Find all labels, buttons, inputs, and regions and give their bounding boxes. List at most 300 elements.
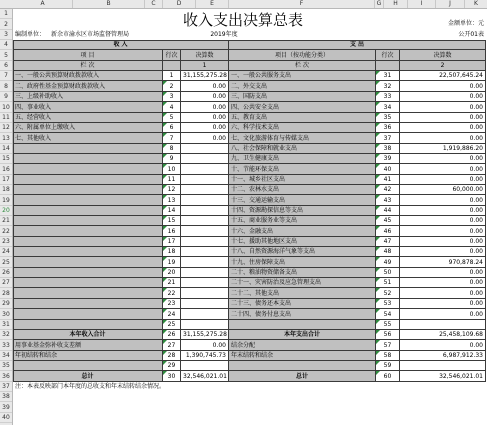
expend-total-amount[interactable]: 32,546,021.01 [400, 371, 486, 382]
expend-total-line[interactable]: 58 [376, 351, 400, 361]
expend-line-no[interactable]: 41 [376, 175, 400, 185]
error-indicator-icon [163, 195, 167, 199]
income-line-no[interactable]: 5 [163, 113, 181, 123]
error-indicator-icon [376, 330, 380, 334]
error-indicator-icon [163, 361, 167, 365]
expend-total-name[interactable]: 年末结转和结余 [229, 351, 376, 361]
row-number[interactable]: 28 [0, 288, 12, 299]
income-amount[interactable] [181, 164, 229, 175]
column-letter-b[interactable]: B [73, 0, 145, 8]
error-indicator-icon [163, 123, 167, 127]
error-indicator-icon [376, 309, 380, 313]
row-number[interactable]: 21 [0, 216, 12, 226]
row-number[interactable]: 36 [0, 371, 12, 382]
income-amount[interactable] [181, 154, 229, 164]
income-item-name[interactable] [13, 299, 163, 309]
column-letter-k[interactable]: K [465, 0, 487, 8]
column-letter-g[interactable]: G [375, 0, 384, 8]
row-number[interactable]: 24 [0, 247, 12, 257]
expend-line-no[interactable]: 38 [376, 144, 400, 154]
income-line-no[interactable]: 22 [163, 288, 181, 299]
column-letter-a[interactable]: A [13, 0, 73, 8]
income-line-no[interactable]: 13 [163, 195, 181, 206]
income-item-name[interactable] [13, 175, 163, 185]
error-indicator-icon [163, 206, 167, 210]
column-letter-d[interactable]: D [163, 0, 196, 8]
column-letter-i[interactable]: I [408, 0, 436, 8]
error-indicator-icon [163, 237, 167, 241]
income-item-name[interactable] [13, 206, 163, 216]
expend-amount[interactable]: 0.00 [400, 288, 486, 299]
error-indicator-icon [376, 288, 380, 292]
expend-item-name[interactable]: 二十一、灾害防治及应急管理支出 [229, 278, 376, 288]
income-total-amount[interactable] [181, 361, 229, 371]
income-total-line[interactable]: 30 [163, 371, 181, 382]
error-indicator-icon [163, 340, 167, 344]
error-indicator-icon [163, 247, 167, 251]
expend-line-no[interactable]: 39 [376, 154, 400, 164]
income-line-no[interactable]: 14 [163, 206, 181, 216]
expend-item-name[interactable]: 十九、住房保障支出 [229, 257, 376, 268]
row-number[interactable]: 35 [0, 361, 12, 371]
error-indicator-icon [163, 133, 167, 137]
expend-amount[interactable]: 0.00 [400, 226, 486, 237]
income-amount[interactable] [181, 144, 229, 154]
expend-amount[interactable]: 0.00 [400, 92, 486, 102]
income-item-name[interactable] [13, 257, 163, 268]
row-number[interactable]: 30 [0, 309, 12, 320]
expend-amount[interactable]: 0.00 [400, 164, 486, 175]
row-number[interactable]: 15 [0, 154, 12, 164]
income-item-name[interactable] [13, 195, 163, 206]
expend-col-num[interactable]: 2 [400, 61, 486, 71]
expend-item-name[interactable]: 二十四、债务付息支出 [229, 309, 376, 320]
income-item-name[interactable] [13, 268, 163, 278]
row-number[interactable]: 14 [0, 144, 12, 154]
expend-item-name[interactable]: 十、节能环保支出 [229, 164, 376, 175]
org-label[interactable]: 编制单位： [15, 31, 46, 38]
error-indicator-icon [163, 102, 167, 106]
error-indicator-icon [376, 185, 380, 189]
income-total-amount[interactable]: 31,155,275.28 [181, 330, 229, 340]
row-number[interactable]: 38 [0, 392, 12, 402]
income-item-name[interactable] [13, 320, 163, 330]
expend-item-name[interactable]: 二十、粮油物资储备支出 [229, 268, 376, 278]
error-indicator-icon [376, 371, 380, 375]
expend-line-no[interactable]: 37 [376, 133, 400, 144]
expend-total-name[interactable] [229, 361, 376, 371]
income-amount[interactable] [181, 288, 229, 299]
income-line-no[interactable]: 12 [163, 185, 181, 195]
expend-item-name[interactable]: 二、外交支出 [229, 81, 376, 92]
income-line-no[interactable]: 3 [163, 92, 181, 102]
expend-item-name[interactable]: 三、国防支出 [229, 92, 376, 102]
expend-item-name[interactable]: 九、卫生健康支出 [229, 154, 376, 164]
expend-line-no[interactable]: 49 [376, 257, 400, 268]
income-line-no[interactable]: 24 [163, 309, 181, 320]
expend-item-name[interactable]: 五、教育支出 [229, 113, 376, 123]
error-indicator-icon [376, 299, 380, 303]
row-number[interactable]: 39 [0, 402, 12, 413]
error-indicator-icon [376, 361, 380, 365]
expend-item-name[interactable]: 二十二、其他支出 [229, 288, 376, 299]
row-number[interactable]: 22 [0, 226, 12, 237]
row-number[interactable]: 9 [0, 92, 12, 102]
expend-line-no[interactable]: 52 [376, 288, 400, 299]
income-item-name[interactable] [13, 144, 163, 154]
row-header-bar [0, 9, 13, 425]
income-amount[interactable] [181, 226, 229, 237]
row-number[interactable]: 33 [0, 340, 12, 351]
expend-item-name[interactable]: 八、社会保障和就业支出 [229, 144, 376, 154]
income-line-no[interactable]: 18 [163, 247, 181, 257]
error-indicator-icon [163, 226, 167, 230]
expend-line-no[interactable]: 31 [376, 71, 400, 81]
income-amount[interactable] [181, 206, 229, 216]
income-line-no[interactable]: 25 [163, 320, 181, 330]
expend-item-name[interactable]: 十五、商业服务业等支出 [229, 216, 376, 226]
income-line-no[interactable]: 15 [163, 216, 181, 226]
income-amount[interactable]: 0.00 [181, 102, 229, 113]
expend-amount[interactable]: 0.00 [400, 299, 486, 309]
expend-amount[interactable]: 0.00 [400, 247, 486, 257]
income-amount[interactable] [181, 268, 229, 278]
expend-line-no[interactable]: 48 [376, 247, 400, 257]
row-number[interactable]: 2 [0, 19, 12, 30]
row-number[interactable]: 19 [0, 195, 12, 206]
error-indicator-icon [376, 195, 380, 199]
error-indicator-icon [163, 268, 167, 272]
expend-amount[interactable]: 0.00 [400, 154, 486, 164]
expend-item-name[interactable]: 十二、农林水支出 [229, 185, 376, 195]
income-total-name[interactable]: 本年收入合计 [13, 330, 163, 340]
row-number[interactable]: 27 [0, 278, 12, 288]
expend-total-amount[interactable]: 0.00 [400, 340, 486, 351]
income-amount[interactable]: 0.00 [181, 133, 229, 144]
column-letter-f[interactable]: F [229, 0, 375, 8]
income-total-amount[interactable]: 32,546,021.01 [181, 371, 229, 382]
error-indicator-icon [376, 351, 380, 355]
error-indicator-icon [376, 123, 380, 127]
income-item-name[interactable] [13, 216, 163, 226]
expend-line-no[interactable]: 32 [376, 81, 400, 92]
row-number[interactable]: 8 [0, 81, 12, 92]
income-total-amount[interactable]: 1,390,745.73 [181, 351, 229, 361]
expend-amount[interactable]: 0.00 [400, 113, 486, 123]
error-indicator-icon [163, 257, 167, 261]
expend-amount[interactable]: 60,000.00 [400, 185, 486, 195]
income-total-name[interactable]: 用事业基金弥补收支差额 [13, 340, 163, 351]
income-amount[interactable] [181, 247, 229, 257]
error-indicator-icon [163, 371, 167, 375]
expend-amount[interactable]: 1,919,886.20 [400, 144, 486, 154]
expend-line-header[interactable]: 行次 [376, 50, 400, 61]
unit-label[interactable]: 金额单位：元 [447, 20, 484, 27]
expend-amount[interactable]: 22,507,645.24 [400, 71, 486, 81]
report-title: 收入支出决算总表 [182, 11, 303, 29]
expend-amount[interactable]: 0.00 [400, 133, 486, 144]
income-amount[interactable] [181, 216, 229, 226]
expend-amount[interactable]: 0.00 [400, 278, 486, 288]
error-indicator-icon [163, 278, 167, 282]
row-number[interactable]: 11 [0, 113, 12, 123]
income-total-amount[interactable]: 0.00 [181, 340, 229, 351]
income-line-no[interactable]: 10 [163, 164, 181, 175]
row-number[interactable]: 4 [0, 40, 12, 50]
expend-amount[interactable]: 0.00 [400, 123, 486, 133]
income-item-name[interactable] [13, 164, 163, 175]
row-number[interactable]: 29 [0, 299, 12, 309]
expend-line-no[interactable]: 54 [376, 309, 400, 320]
expend-line-no[interactable]: 47 [376, 237, 400, 247]
expend-amount[interactable]: 970,878.24 [400, 257, 486, 268]
expend-item-name[interactable]: 一、一般公共服务支出 [229, 71, 376, 81]
income-line-no[interactable]: 11 [163, 175, 181, 185]
row-number[interactable]: 31 [0, 320, 12, 330]
row-number[interactable]: 3 [0, 30, 12, 40]
error-indicator-icon [163, 144, 167, 148]
income-amount[interactable] [181, 278, 229, 288]
expend-line-no[interactable]: 44 [376, 206, 400, 216]
row-number[interactable]: 32 [0, 330, 12, 340]
error-indicator-icon [376, 268, 380, 272]
income-line-no[interactable]: 21 [163, 278, 181, 288]
error-indicator-icon [163, 288, 167, 292]
income-line-no[interactable]: 19 [163, 257, 181, 268]
expend-total-line[interactable]: 56 [376, 330, 400, 340]
expend-item-name[interactable]: 二十三、债务还本支出 [229, 299, 376, 309]
expend-total-line[interactable]: 57 [376, 340, 400, 351]
table-note[interactable]: 注：本表反映部门本年度的总收支和年末结转结余情况。 [15, 383, 166, 390]
income-amount[interactable] [181, 257, 229, 268]
income-item-name[interactable] [13, 154, 163, 164]
expend-item-name[interactable]: 十六、金融支出 [229, 226, 376, 237]
column-letter-j[interactable]: J [436, 0, 465, 8]
expend-amount[interactable]: 0.00 [400, 206, 486, 216]
income-item-header[interactable]: 项 目 [13, 50, 163, 61]
error-indicator-icon [163, 113, 167, 117]
expend-total-name[interactable]: 结余分配 [229, 340, 376, 351]
expend-item-name[interactable]: 六、科学技术支出 [229, 123, 376, 133]
income-total-name[interactable]: 总计 [13, 371, 163, 382]
income-total-name[interactable] [13, 361, 163, 371]
income-amount[interactable] [181, 237, 229, 247]
row-number[interactable]: 13 [0, 133, 12, 144]
expend-amount[interactable]: 0.00 [400, 268, 486, 278]
expend-item-name[interactable]: 四、公共安全支出 [229, 102, 376, 113]
income-line-no[interactable]: 1 [163, 71, 181, 81]
error-indicator-icon [376, 81, 380, 85]
row-number[interactable]: 34 [0, 351, 12, 361]
expend-amount[interactable]: 0.00 [400, 216, 486, 226]
expend-amount[interactable]: 0.00 [400, 195, 486, 206]
expend-item-name[interactable]: 十八、自然资源海洋气象等支出 [229, 247, 376, 257]
row-number[interactable]: 6 [0, 61, 12, 71]
row-number[interactable]: 17 [0, 175, 12, 185]
expend-line-no[interactable]: 42 [376, 185, 400, 195]
income-amount[interactable]: 0.00 [181, 113, 229, 123]
expend-col-label[interactable]: 栏 次 [229, 61, 376, 71]
income-total-line[interactable]: 26 [163, 330, 181, 340]
expend-amount[interactable]: 0.00 [400, 102, 486, 113]
expend-section-header[interactable]: 支 出 [229, 40, 486, 50]
row-number[interactable]: 7 [0, 71, 12, 81]
row-number[interactable]: 10 [0, 102, 12, 113]
expend-amount[interactable] [400, 320, 486, 330]
expend-total-amount[interactable]: 6,987,912.33 [400, 351, 486, 361]
error-indicator-icon [376, 237, 380, 241]
income-amount[interactable] [181, 320, 229, 330]
income-item-name[interactable]: 六、附属单位上缴收入 [13, 123, 163, 133]
income-amount[interactable] [181, 299, 229, 309]
income-line-no[interactable]: 16 [163, 226, 181, 237]
expend-amount[interactable]: 0.00 [400, 81, 486, 92]
income-section-header[interactable]: 收 入 [13, 40, 229, 50]
income-total-line[interactable]: 29 [163, 361, 181, 371]
expend-total-amount[interactable]: 25,458,109.68 [400, 330, 486, 340]
expend-total-name[interactable]: 本年支出合计 [229, 330, 376, 340]
error-indicator-icon [376, 154, 380, 158]
expend-line-no[interactable]: 55 [376, 320, 400, 330]
row-number[interactable]: 40 [0, 413, 12, 423]
income-total-name[interactable]: 年初结转和结余 [13, 351, 163, 361]
error-indicator-icon [163, 320, 167, 324]
expend-item-name[interactable]: 十七、援助其他地区支出 [229, 237, 376, 247]
expend-total-line[interactable]: 60 [376, 371, 400, 382]
expend-line-no[interactable]: 45 [376, 216, 400, 226]
error-indicator-icon [376, 247, 380, 251]
row-number[interactable]: 1 [0, 9, 12, 19]
expend-item-header[interactable]: 项目（按功能分类） [229, 50, 376, 61]
income-amount[interactable]: 0.00 [181, 81, 229, 92]
income-total-line[interactable]: 27 [163, 340, 181, 351]
income-item-name[interactable]: 一、一般公共预算财政拨款收入 [13, 71, 163, 81]
income-amount[interactable] [181, 175, 229, 185]
form-code[interactable]: 公开01表 [458, 31, 484, 38]
error-indicator-icon [163, 330, 167, 334]
expend-line-no[interactable]: 46 [376, 226, 400, 237]
error-indicator-icon [376, 175, 380, 179]
org-name[interactable]: 新余市渝水区市场监督管理局 [51, 31, 130, 38]
income-amount[interactable]: 0.00 [181, 123, 229, 133]
row-number[interactable]: 5 [0, 50, 12, 61]
column-letter-c[interactable]: C [145, 0, 163, 8]
income-amount[interactable] [181, 309, 229, 320]
expend-item-name[interactable] [229, 320, 376, 330]
expend-item-name[interactable]: 十三、交通运输支出 [229, 195, 376, 206]
row-number[interactable]: 37 [0, 382, 12, 392]
expend-line-no[interactable]: 34 [376, 102, 400, 113]
blank-cell[interactable] [376, 61, 400, 71]
expend-item-name[interactable]: 十四、资源勘探信息等支出 [229, 206, 376, 216]
expend-line-no[interactable]: 33 [376, 92, 400, 102]
column-letter-e[interactable]: E [196, 0, 229, 8]
row-number[interactable]: 16 [0, 164, 12, 175]
error-indicator-icon [376, 144, 380, 148]
expend-total-amount[interactable] [400, 361, 486, 371]
error-indicator-icon [376, 340, 380, 344]
income-item-name[interactable]: 七、其他收入 [13, 133, 163, 144]
income-item-name[interactable] [13, 226, 163, 237]
row-number[interactable]: 23 [0, 237, 12, 247]
error-indicator-icon [163, 185, 167, 189]
row-number[interactable]: 12 [0, 123, 12, 133]
income-line-no[interactable]: 8 [163, 144, 181, 154]
income-col-label[interactable]: 栏 次 [13, 61, 163, 71]
expend-amount[interactable]: 0.00 [400, 237, 486, 247]
income-line-no[interactable]: 23 [163, 299, 181, 309]
column-letter-h[interactable]: H [384, 0, 408, 8]
expend-item-name[interactable]: 七、文化旅游体育与传媒支出 [229, 133, 376, 144]
income-item-name[interactable] [13, 288, 163, 299]
expend-line-no[interactable]: 36 [376, 123, 400, 133]
income-line-no[interactable]: 6 [163, 123, 181, 133]
error-indicator-icon [376, 278, 380, 282]
income-line-header[interactable]: 行次 [163, 50, 181, 61]
expend-item-name[interactable]: 十一、城乡社区支出 [229, 175, 376, 185]
income-item-name[interactable] [13, 278, 163, 288]
expend-line-no[interactable]: 43 [376, 195, 400, 206]
expend-line-no[interactable]: 53 [376, 299, 400, 309]
income-item-name[interactable]: 三、上级补助收入 [13, 92, 163, 102]
income-line-no[interactable]: 7 [163, 133, 181, 144]
error-indicator-icon [163, 92, 167, 96]
column-header-bar [0, 0, 487, 9]
income-col-num[interactable]: 1 [181, 61, 229, 71]
blank-cell[interactable] [163, 61, 181, 71]
row-number[interactable]: 18 [0, 185, 12, 195]
income-line-no[interactable]: 20 [163, 268, 181, 278]
error-indicator-icon [376, 102, 380, 106]
expend-amount-header[interactable]: 决算数 [400, 50, 486, 61]
error-indicator-icon [376, 206, 380, 210]
expend-total-name[interactable]: 总计 [229, 371, 376, 382]
income-item-name[interactable]: 五、经营收入 [13, 113, 163, 123]
error-indicator-icon [376, 71, 380, 75]
income-amount-header[interactable]: 决算数 [181, 50, 229, 61]
error-indicator-icon [163, 175, 167, 179]
income-item-name[interactable]: 二、政府性基金预算财政拨款收入 [13, 81, 163, 92]
expend-line-no[interactable]: 35 [376, 113, 400, 123]
income-item-name[interactable] [13, 247, 163, 257]
expend-line-no[interactable]: 51 [376, 278, 400, 288]
income-amount[interactable] [181, 185, 229, 195]
income-line-no[interactable]: 9 [163, 154, 181, 164]
income-item-name[interactable]: 四、事业收入 [13, 102, 163, 113]
income-line-no[interactable]: 17 [163, 237, 181, 247]
row-number[interactable]: 26 [0, 268, 12, 278]
income-amount[interactable] [181, 195, 229, 206]
income-total-line[interactable]: 28 [163, 351, 181, 361]
income-line-no[interactable]: 4 [163, 102, 181, 113]
income-amount[interactable]: 31,155,275.28 [181, 71, 229, 81]
income-line-no[interactable]: 2 [163, 81, 181, 92]
year-label[interactable]: 2019年度 [210, 31, 238, 38]
row-number[interactable]: 20 [0, 206, 12, 216]
expend-total-line[interactable]: 59 [376, 361, 400, 371]
error-indicator-icon [376, 164, 380, 168]
expend-amount[interactable]: 0.00 [400, 175, 486, 185]
income-amount[interactable]: 0.00 [181, 92, 229, 102]
income-item-name[interactable] [13, 237, 163, 247]
income-item-name[interactable] [13, 185, 163, 195]
expend-amount[interactable]: 0.00 [400, 309, 486, 320]
expend-line-no[interactable]: 40 [376, 164, 400, 175]
expend-line-no[interactable]: 50 [376, 268, 400, 278]
income-item-name[interactable] [13, 309, 163, 320]
row-number[interactable]: 25 [0, 257, 12, 268]
error-indicator-icon [376, 113, 380, 117]
